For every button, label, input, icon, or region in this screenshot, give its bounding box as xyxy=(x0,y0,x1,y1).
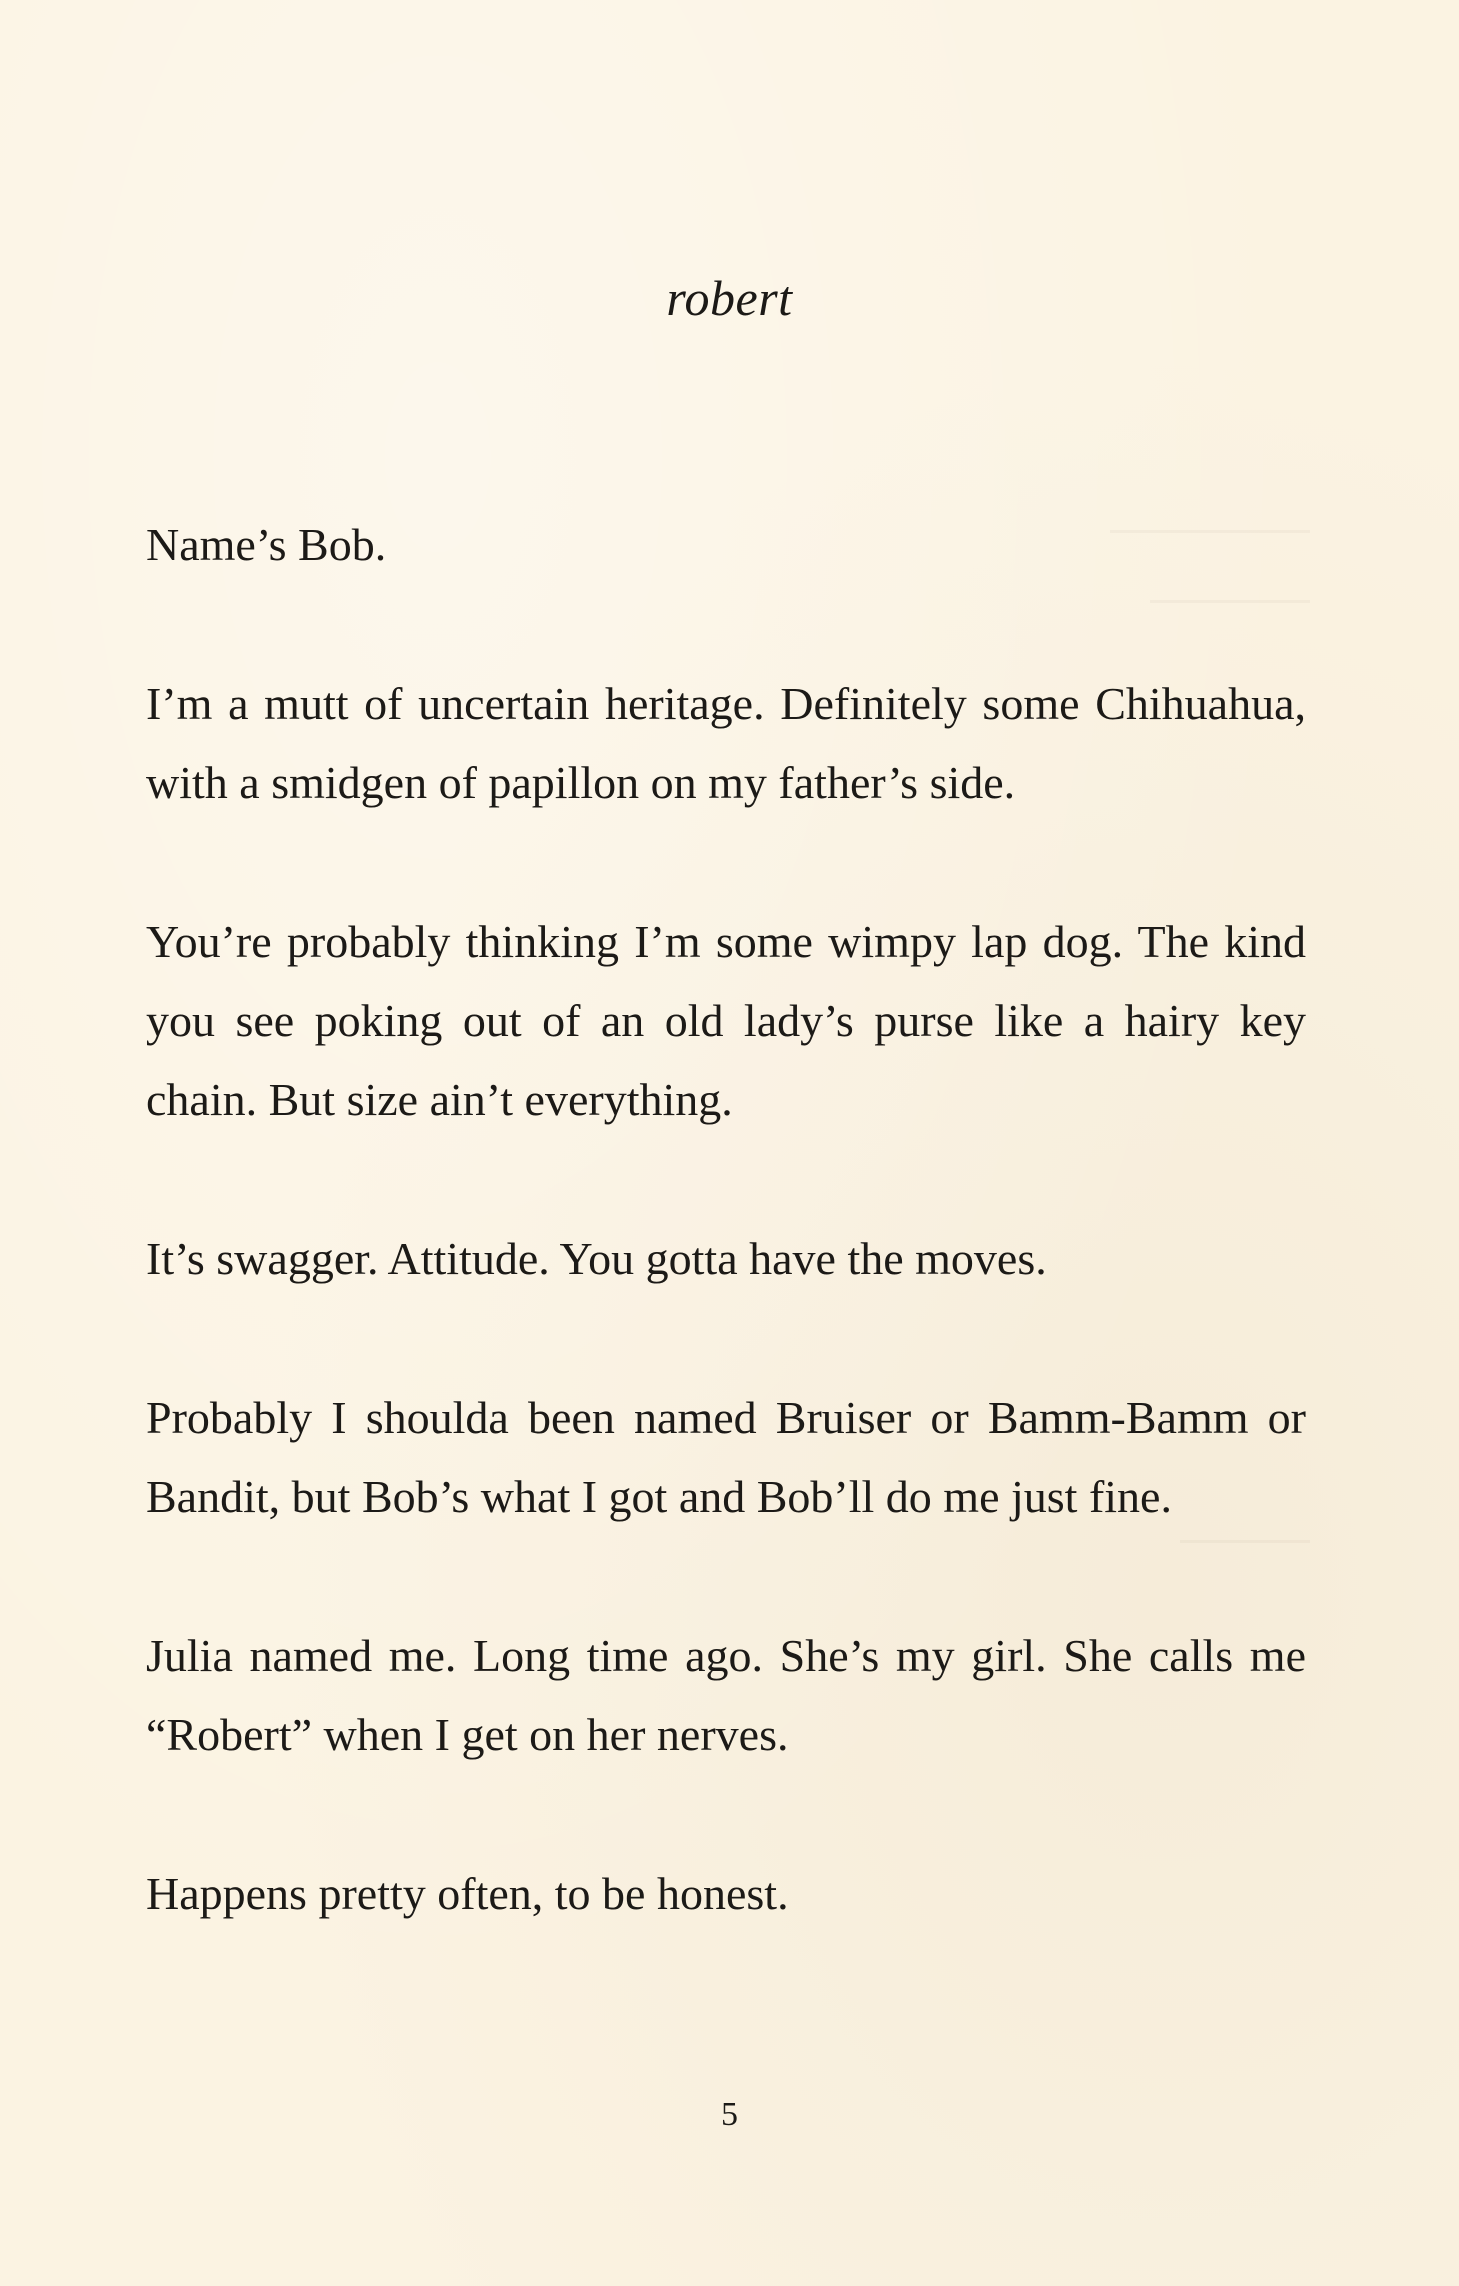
paragraph: I’m a mutt of uncertain heritage. Definitely some Chihuahua, with a smidgen of papillon on my father’s side. xyxy=(146,678,1306,808)
paragraph: Julia named me. Long time ago. She’s my girl. She calls me “Robert” when I get on her nerves. xyxy=(146,1630,1306,1760)
paragraph: Probably I shoulda been named Bruiser or Bamm-Bamm or Bandit, but Bob’s what I got and Bob’ll do me just fine. xyxy=(146,1392,1306,1522)
paragraph: It’s swagger. Attitude. You gotta have the moves. xyxy=(146,1233,1047,1284)
chapter-body xyxy=(146,505,1306,2013)
page-number: 5 xyxy=(721,2096,738,2133)
paragraph: Happens pretty often, to be honest. xyxy=(146,1868,789,1919)
paragraph: Name’s Bob. xyxy=(146,519,387,570)
chapter-title: robert xyxy=(666,270,793,326)
paragraph: You’re probably thinking I’m some wimpy lap dog. The kind you see poking out of an old lady’s purse like a hairy key chain. But size ain’t everything. xyxy=(146,916,1306,1125)
